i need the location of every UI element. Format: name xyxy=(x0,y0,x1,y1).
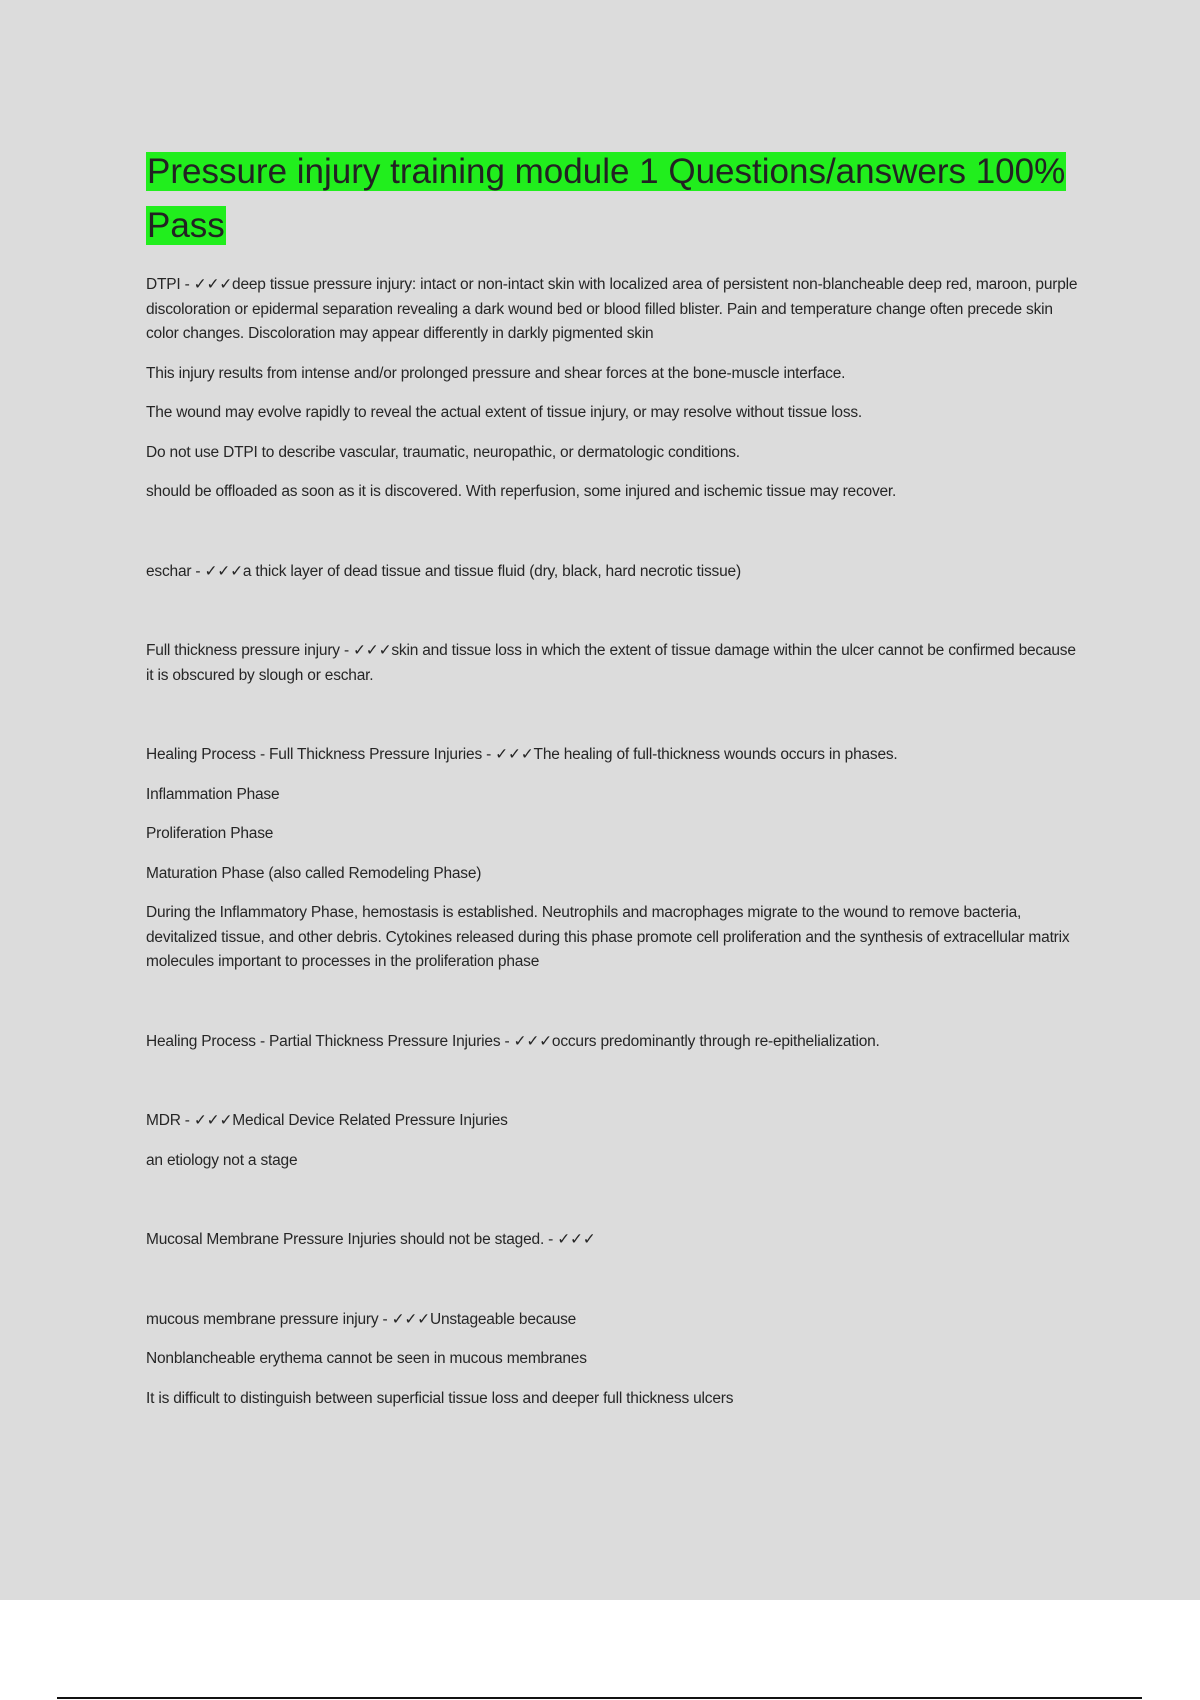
paragraph-dtpi-evolution: The wound may evolve rapidly to reveal the actual extent of tissue injury, or may resolve without tissue loss. xyxy=(146,404,863,421)
paragraph-dtpi-offload: should be offloaded as soon as it is discovered. With reperfusion, some injured and ischemic tissue may recover. xyxy=(146,483,897,500)
paragraph-dtpi-usage: Do not use DTPI to describe vascular, traumatic, neuropathic, or dermatologic conditions. xyxy=(146,443,740,461)
paragraph-dtpi-cause: This injury results from intense and/or prolonged pressure and shear forces at the bone-muscle interface. xyxy=(146,364,846,382)
paragraph-nonblancheable: Nonblancheable erythema cannot be seen in mucous membranes xyxy=(146,1350,587,1367)
paragraph-inflammatory-details: During the Inflammatory Phase, hemostasis is established. Neutrophils and macrophages migrate to the wound to remove bacteria, devitalized tissue, and other debris. Cytokines released during this phase promote cell proliferation and the synthesis of extracellular matrix molecules important to processes in the proliferation phase xyxy=(146,904,1070,970)
paragraph-etiology: an etiology not a stage xyxy=(146,1151,298,1169)
paragraph-inflammation-phase: Inflammation Phase xyxy=(146,785,280,803)
document-content xyxy=(146,145,1081,1426)
footer-divider xyxy=(57,1697,1142,1699)
paragraph-mucosal-staging: Mucosal Membrane Pressure Injuries should not be staged. - ✓✓✓ xyxy=(146,1231,596,1248)
document-title xyxy=(146,145,1081,253)
paragraph-dtpi-definition: DTPI - ✓✓✓deep tissue pressure injury: intact or non-intact skin with localized area of persistent non-blancheable deep red, maroon, purple discoloration or epidermal separation revealing a dark wound bed or blood filled blister. Pain and temperature change often precede skin color changes. Discoloration may appear differently in darkly pigmented skin xyxy=(146,276,1078,342)
title-highlight: Pressure injury training module 1 Questions/answers 100% Pass xyxy=(147,152,1066,245)
paragraph-maturation-phase: Maturation Phase (also called Remodeling Phase) xyxy=(146,864,482,882)
paragraph-proliferation-phase: Proliferation Phase xyxy=(146,825,274,842)
paragraph-mdr: MDR - ✓✓✓Medical Device Related Pressure Injuries xyxy=(146,1112,508,1129)
paragraph-difficult-distinguish: It is difficult to distinguish between superficial tissue loss and deeper full thickness ulcers xyxy=(146,1389,734,1407)
paragraph-mucous-membrane: mucous membrane pressure injury - ✓✓✓Unstageable because xyxy=(146,1310,577,1328)
paragraph-eschar: eschar - ✓✓✓a thick layer of dead tissue and tissue fluid (dry, black, hard necrotic tissue) xyxy=(146,562,741,580)
paragraph-full-thickness: Full thickness pressure injury - ✓✓✓skin and tissue loss in which the extent of tissue damage within the ulcer cannot be confirmed because it is obscured by slough or eschar. xyxy=(146,642,1076,684)
paragraph-healing-partial-thickness: Healing Process - Partial Thickness Pressure Injuries - ✓✓✓occurs predominantly through re-epithelialization. xyxy=(146,1032,880,1050)
paragraph-healing-full-thickness: Healing Process - Full Thickness Pressure Injuries - ✓✓✓The healing of full-thickness wounds occurs in phases. xyxy=(146,746,898,763)
